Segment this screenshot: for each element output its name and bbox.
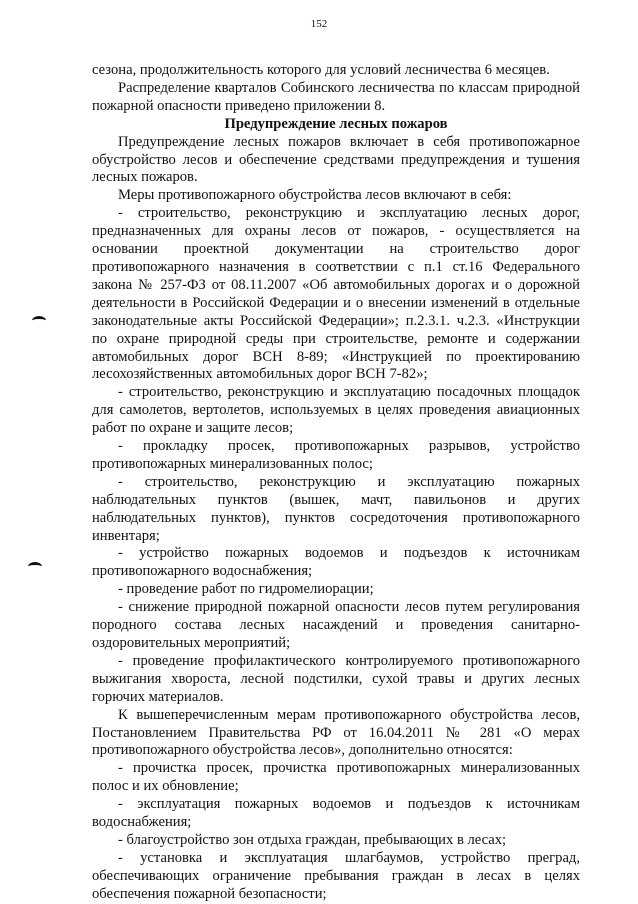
list-item: - благоустройство зон отдыха граждан, пребывающих в лесах; — [118, 831, 507, 848]
list-item: - эксплуатация пожарных водоемов и подъездов к источникам водоснабжения; — [92, 796, 580, 831]
page-number: 152 — [310, 18, 328, 30]
paragraph: К вышеперечисленным мерам противопожарного обустройства лесов, Постановлением Правительства РФ от 16.04.2011 № 281 «О мерах противопожарного обустройства лесов», дополнительно относятся: — [92, 706, 580, 759]
paragraph: Распределение кварталов Собинского лесничества по классам природной пожарной опасности приведено приложении 8. — [92, 79, 580, 114]
paragraph: Предупреждение лесных пожаров включает в себя противопожарное обустройство лесов и обеспечение средствами предупреждения и тушения лесных пожаров. — [92, 133, 580, 186]
list-item: - проведение профилактического контролируемого противопожарного выжигания хвороста, лесной подстилки, сухой травы и других лесных горючих материалов. — [92, 652, 580, 705]
list-item: - устройство пожарных водоемов и подъездов к источникам противопожарного водоснабжения; — [92, 545, 580, 580]
paragraph: Меры противопожарного обустройства лесов включают в себя: — [118, 187, 512, 204]
list-item: - проведение работ по гидромелиорации; — [118, 581, 374, 598]
section-heading: Предупреждение лесных пожаров — [224, 115, 448, 132]
list-item: - снижение природной пожарной опасности лесов путем регулирования породного состава лесных насаждений и проведения санитарно-оздоровительных мероприятий; — [92, 599, 580, 651]
scan-artifact-mark — [32, 316, 46, 325]
scan-artifact-mark — [28, 562, 42, 571]
document-body — [92, 62, 580, 904]
list-item: - прокладку просек, противопожарных разрывов, устройство противопожарных минерализованных полос; — [92, 438, 580, 472]
paragraph-continuation: сезона, продолжительность которого для условий лесничества 6 месяцев. — [92, 62, 550, 78]
list-item: - прочистка просек, прочистка противопожарных минерализованных полос и их обновление; — [92, 760, 580, 795]
list-item: - строительство, реконструкцию и эксплуатацию пожарных наблюдательных пунктов (вышек, мачт, павильонов и других наблюдательных пунктов), пунктов сосредоточения противопожарного инвентаря; — [92, 473, 580, 544]
list-item: - строительство, реконструкцию и эксплуатацию лесных дорог, предназначенных для охраны лесов от пожаров, - осуществляется на основании проектной документации на строительство дорог противопожарного назначения в соответствии с п.1 ст.16 Федерального закона № 257-ФЗ от 08.11.2007 «Об автомобильных дорогах и о дорожной деятельности в Российской Федерации и о внесении изменений в отдельные законодательные акты Российской Федерации»; п.2.3.1. ч.2.3. «Инструкции по охране природной среды при строительстве, ремонте и содержании автомобильных дорог ВСН 8-89; «Инструкцией по проектированию лесохозяйственных автомобильных дорог ВСН 7-82»; — [92, 205, 580, 383]
list-item: - строительство, реконструкцию и эксплуатацию посадочных площадок для самолетов, вертолетов, используемых в целях проведения авиационных работ по охране и защите лесов; — [92, 384, 580, 437]
list-item: - установка и эксплуатация шлагбаумов, устройство преград, обеспечивающих ограничение пребывания граждан в лесах в целях обеспечения пожарной безопасности; — [92, 849, 580, 902]
